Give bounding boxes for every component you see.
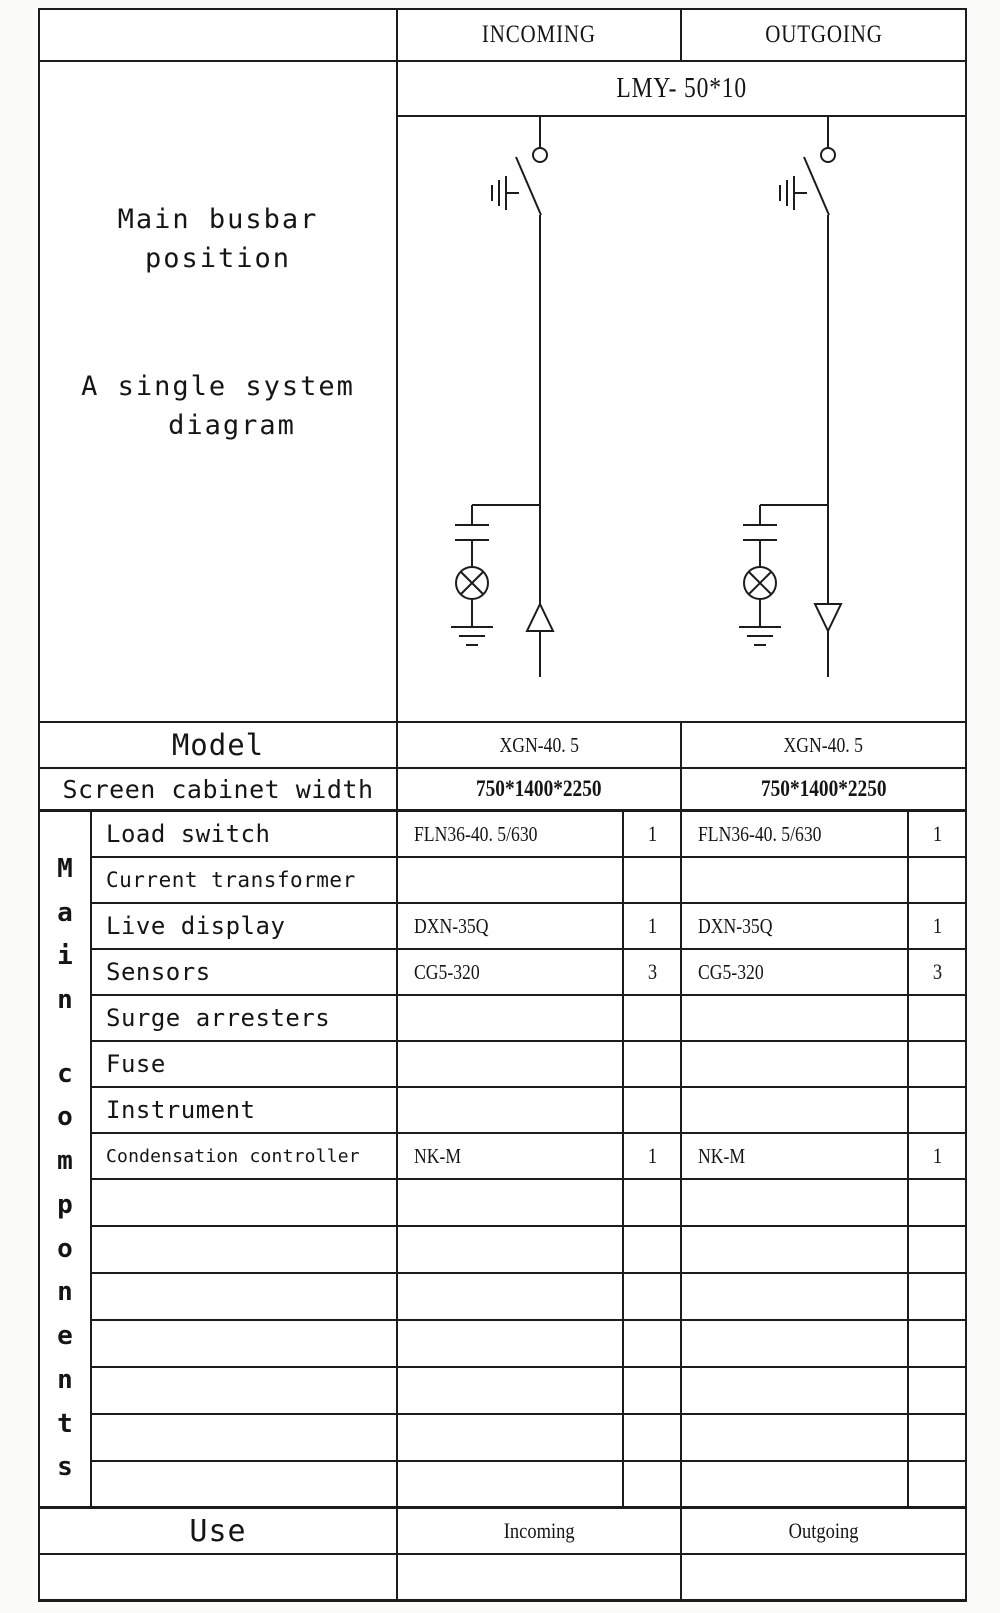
vertical-label-letter: p bbox=[57, 1189, 73, 1220]
main-components-vertical-label bbox=[40, 812, 92, 1509]
component-out-model-cell bbox=[682, 1180, 909, 1227]
component-out-model-cell bbox=[682, 1321, 909, 1368]
outgoing-terminal-circle-icon bbox=[821, 148, 835, 162]
component-out-model-cell bbox=[682, 1088, 909, 1134]
component-out-model-cell: FLN36-40. 5/630 bbox=[682, 812, 909, 858]
component-out-qty-cell: 1 bbox=[909, 812, 967, 858]
schematic-cell bbox=[398, 117, 967, 723]
vertical-label-letter: i bbox=[57, 941, 73, 972]
component-out-qty-cell bbox=[909, 1042, 967, 1088]
header-outgoing-cell bbox=[682, 10, 967, 62]
component-out-model-cell bbox=[682, 858, 909, 904]
component-in-qty-cell: 1 bbox=[624, 812, 682, 858]
component-in-model-cell bbox=[398, 1042, 624, 1088]
outgoing-earthing-switch-icon bbox=[780, 176, 807, 210]
component-in-qty-cell bbox=[624, 1274, 682, 1321]
component-in-model-cell bbox=[398, 1180, 624, 1227]
use-outgoing-cell: Outgoing bbox=[682, 1509, 967, 1555]
component-out-model-cell bbox=[682, 1368, 909, 1415]
cabinet-outgoing-cell: 750*1400*2250 bbox=[682, 769, 967, 812]
outgoing-header-label: OUTGOING bbox=[764, 21, 883, 48]
model-label-cell bbox=[40, 723, 398, 769]
use-label-cell bbox=[40, 1509, 398, 1555]
single-system-diagram-caption: A single system diagram bbox=[81, 371, 355, 441]
component-out-qty-cell bbox=[909, 1321, 967, 1368]
cabinet-label-cell bbox=[40, 769, 398, 812]
component-in-model-cell bbox=[398, 1227, 624, 1274]
component-name-cell bbox=[92, 1462, 398, 1509]
component-in-model-cell bbox=[398, 1274, 624, 1321]
incoming-circuit bbox=[451, 117, 553, 677]
component-in-model-cell bbox=[398, 1462, 624, 1509]
footer-blank-cell bbox=[682, 1555, 967, 1602]
vertical-label-letter: a bbox=[57, 897, 73, 928]
component-out-model-cell bbox=[682, 1274, 909, 1321]
component-name-cell: Live display bbox=[92, 904, 398, 950]
component-in-qty-cell bbox=[624, 1368, 682, 1415]
use-incoming-cell: Incoming bbox=[398, 1509, 682, 1555]
footer-blank-cell bbox=[40, 1555, 398, 1602]
component-out-qty-cell bbox=[909, 996, 967, 1042]
use-label: Use bbox=[189, 1513, 247, 1549]
component-in-model-cell bbox=[398, 1088, 624, 1134]
component-name-cell bbox=[92, 1227, 398, 1274]
incoming-load-switch-blade-icon bbox=[516, 157, 541, 215]
component-out-model-cell bbox=[682, 1042, 909, 1088]
component-in-model-cell: CG5-320 bbox=[398, 950, 624, 996]
component-in-model-cell bbox=[398, 1415, 624, 1462]
component-in-qty-cell: 1 bbox=[624, 1134, 682, 1180]
component-out-model-cell: NK-M bbox=[682, 1134, 909, 1180]
component-out-model-cell: CG5-320 bbox=[682, 950, 909, 996]
component-in-qty-cell bbox=[624, 1180, 682, 1227]
component-out-qty-cell bbox=[909, 1088, 967, 1134]
component-name-cell: Condensation controller bbox=[92, 1134, 398, 1180]
component-name-cell bbox=[92, 1415, 398, 1462]
vertical-label-letter: t bbox=[57, 1408, 73, 1439]
component-out-qty-cell bbox=[909, 1227, 967, 1274]
component-out-qty-cell bbox=[909, 858, 967, 904]
component-name-cell: Current transformer bbox=[92, 858, 398, 904]
main-busbar-position-caption: Main busbar position bbox=[117, 204, 319, 274]
component-name-cell: Surge arresters bbox=[92, 996, 398, 1042]
vertical-label-letter: n bbox=[57, 1277, 73, 1308]
vertical-label-letter: o bbox=[57, 1233, 73, 1264]
component-out-qty-cell bbox=[909, 1462, 967, 1509]
component-in-qty-cell bbox=[624, 858, 682, 904]
arrow-up-icon bbox=[527, 604, 553, 631]
component-in-qty-cell: 3 bbox=[624, 950, 682, 996]
incoming-header-label: INCOMING bbox=[481, 21, 597, 48]
model-outgoing-cell: XGN-40. 5 bbox=[682, 723, 967, 769]
busbar-spec-cell bbox=[398, 62, 967, 117]
cabinet-width-label: Screen cabinet width bbox=[62, 774, 374, 804]
vertical-label-letter: o bbox=[57, 1102, 73, 1133]
cabinet-incoming-cell: 750*1400*2250 bbox=[398, 769, 682, 812]
model-label: Model bbox=[171, 728, 265, 762]
component-in-model-cell bbox=[398, 1368, 624, 1415]
vertical-label-letter: e bbox=[57, 1321, 73, 1351]
component-out-qty-cell bbox=[909, 1180, 967, 1227]
component-in-qty-cell bbox=[624, 1321, 682, 1368]
component-name-cell bbox=[92, 1321, 398, 1368]
component-name-cell bbox=[92, 1180, 398, 1227]
component-in-model-cell: NK-M bbox=[398, 1134, 624, 1180]
model-incoming-cell: XGN-40. 5 bbox=[398, 723, 682, 769]
component-out-model-cell bbox=[682, 1462, 909, 1509]
component-in-model-cell: FLN36-40. 5/630 bbox=[398, 812, 624, 858]
component-out-qty-cell bbox=[909, 1274, 967, 1321]
component-in-model-cell bbox=[398, 996, 624, 1042]
outgoing-circuit bbox=[739, 117, 841, 677]
vertical-label-letter: n bbox=[57, 985, 73, 1015]
single-line-diagram-table bbox=[38, 8, 967, 1602]
outgoing-voltage-indicator-branch bbox=[739, 505, 828, 645]
component-out-qty-cell bbox=[909, 1368, 967, 1415]
vertical-label-letter: s bbox=[57, 1452, 73, 1483]
component-in-model-cell bbox=[398, 858, 624, 904]
component-out-model-cell: DXN-35Q bbox=[682, 904, 909, 950]
component-in-model-cell: DXN-35Q bbox=[398, 904, 624, 950]
component-name-cell: Fuse bbox=[92, 1042, 398, 1088]
component-out-qty-cell: 1 bbox=[909, 904, 967, 950]
incoming-earthing-switch-icon bbox=[492, 176, 519, 210]
incoming-voltage-indicator-branch bbox=[451, 505, 540, 645]
component-in-qty-cell: 1 bbox=[624, 904, 682, 950]
component-out-model-cell bbox=[682, 1227, 909, 1274]
arrow-down-icon bbox=[815, 604, 841, 631]
single-line-schematic bbox=[398, 117, 965, 721]
component-in-qty-cell bbox=[624, 1088, 682, 1134]
header-blank-cell bbox=[40, 10, 398, 62]
vertical-label-letter: n bbox=[57, 1364, 73, 1395]
component-name-cell: Load switch bbox=[92, 812, 398, 858]
component-in-qty-cell bbox=[624, 996, 682, 1042]
busbar-spec-label: LMY- 50*10 bbox=[616, 72, 747, 104]
incoming-terminal-circle-icon bbox=[533, 148, 547, 162]
ground-icon bbox=[739, 627, 781, 645]
component-out-model-cell bbox=[682, 996, 909, 1042]
component-out-qty-cell: 1 bbox=[909, 1134, 967, 1180]
component-name-cell: Sensors bbox=[92, 950, 398, 996]
component-in-model-cell bbox=[398, 1321, 624, 1368]
vertical-label-letter: m bbox=[57, 1146, 73, 1176]
component-in-qty-cell bbox=[624, 1415, 682, 1462]
component-name-cell: Instrument bbox=[92, 1088, 398, 1134]
component-out-model-cell bbox=[682, 1415, 909, 1462]
header-incoming-cell bbox=[398, 10, 682, 62]
component-in-qty-cell bbox=[624, 1042, 682, 1088]
component-out-qty-cell: 3 bbox=[909, 950, 967, 996]
vertical-label-letter: M bbox=[57, 853, 73, 884]
component-out-qty-cell bbox=[909, 1415, 967, 1462]
component-in-qty-cell bbox=[624, 1462, 682, 1509]
component-in-qty-cell bbox=[624, 1227, 682, 1274]
vertical-label-letter: c bbox=[57, 1058, 73, 1089]
footer-blank-cell bbox=[398, 1555, 682, 1602]
outgoing-load-switch-blade-icon bbox=[804, 157, 829, 215]
ground-icon bbox=[451, 627, 493, 645]
component-name-cell bbox=[92, 1274, 398, 1321]
component-name-cell bbox=[92, 1368, 398, 1415]
left-caption-cell bbox=[40, 62, 398, 723]
